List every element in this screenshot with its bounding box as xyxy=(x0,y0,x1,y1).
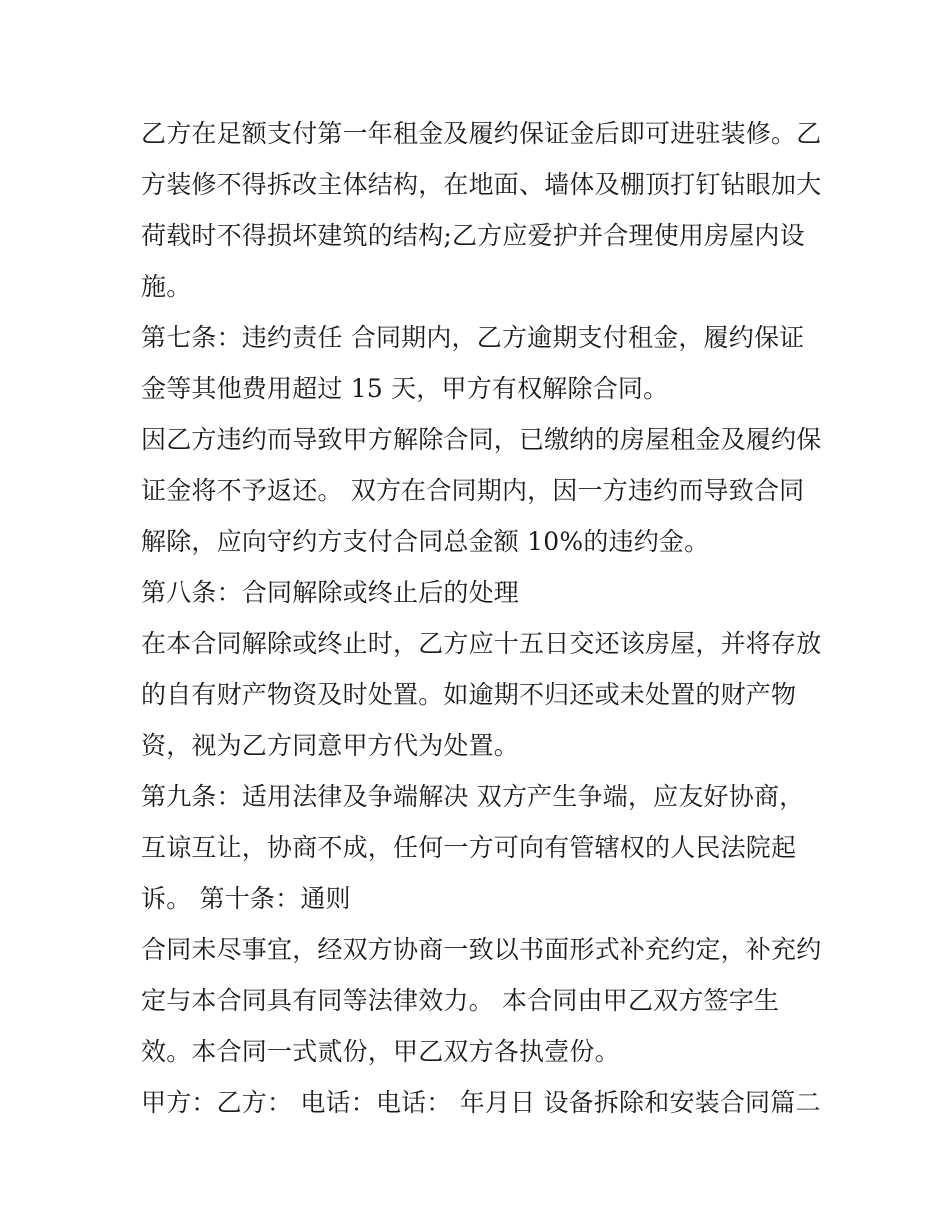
text-line: 因乙方违约而导致甲方解除合同，已缴纳的房屋租金及履约保 xyxy=(141,425,822,454)
text-line: 的自有财产物资及时处置。如逾期不归还或未处置的财产物 xyxy=(141,680,797,709)
text-line: 金等其他费用超过 15 天，甲方有权解除合同。 xyxy=(141,374,669,403)
text-line: 资，视为乙方同意甲方代为处置。 xyxy=(141,731,520,760)
article-9-heading-line: 第九条：适用法律及争端解决 双方产生争端，应友好协商， xyxy=(141,782,805,811)
text-line: 效。本合同一式贰份，甲乙双方各执壹份。 xyxy=(141,1037,620,1066)
signature-line: 甲方：乙方： 电话：电话： 年月日 设备拆除和安装合同篇二 xyxy=(141,1088,821,1117)
article-10-heading-line: 诉。 第十条：通则 xyxy=(141,884,351,913)
text-line: 荷载时不得损坏建筑的结构;乙方应爱护并合理使用房屋内设 xyxy=(141,221,805,250)
text-line: 方装修不得拆改主体结构，在地面、墙体及棚顶打钉钻眼加大 xyxy=(141,170,822,199)
article-7-heading-line: 第七条：违约责任 合同期内，乙方逾期支付租金，履约保证 xyxy=(141,323,805,352)
text-line: 定与本合同具有同等法律效力。 本合同由甲乙双方签字生 xyxy=(141,986,780,1015)
text-line: 乙方在足额支付第一年租金及履约保证金后即可进驻装修。乙 xyxy=(141,119,822,148)
document-body xyxy=(141,108,821,1128)
text-line: 证金将不予返还。 双方在合同期内，因一方违约而导致合同 xyxy=(141,476,805,505)
text-line: 合同未尽事宜，经双方协商一致以书面形式补充约定，补充约 xyxy=(141,935,822,964)
text-line: 解除，应向守约方支付合同总金额 10%的违约金。 xyxy=(141,527,710,556)
article-8-heading-line: 第八条：合同解除或终止后的处理 xyxy=(141,578,520,607)
text-line: 互谅互让，协商不成，任何一方可向有管辖权的人民法院起 xyxy=(141,833,797,862)
text-line: 施。 xyxy=(141,272,192,301)
text-line: 在本合同解除或终止时，乙方应十五日交还该房屋，并将存放 xyxy=(141,629,822,658)
